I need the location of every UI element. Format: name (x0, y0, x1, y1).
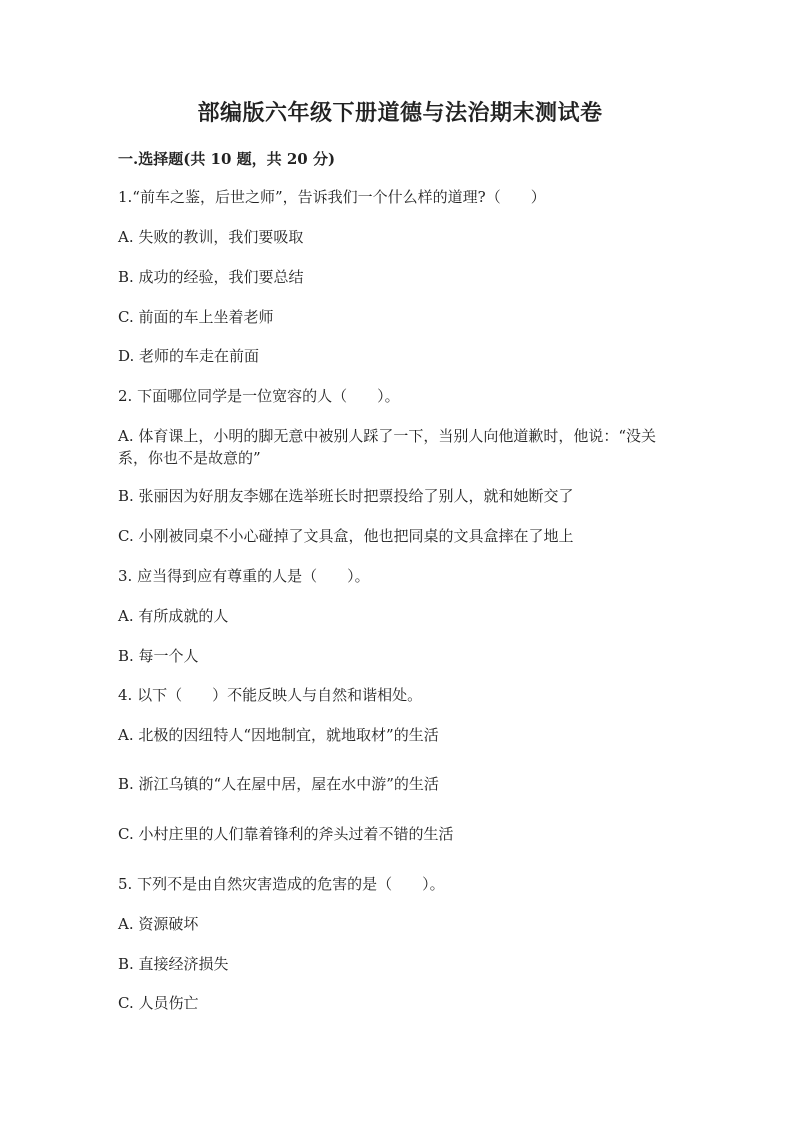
answer-option: A. 有所成就的人 (118, 607, 229, 625)
question-stem: 2. 下面哪位同学是一位宽容的人（ ）。 (118, 387, 400, 405)
section-heading: 一.选择题(共 10 题，共 20 分) (118, 150, 336, 168)
page-title: 部编版六年级下册道德与法治期末测试卷 (197, 100, 603, 126)
answer-option: A. 失败的教训，我们要吸取 (118, 228, 304, 246)
answer-option: C. 人员伤亡 (118, 994, 199, 1012)
answer-option: B. 每一个人 (118, 647, 199, 665)
answer-option: D. 老师的车走在前面 (118, 347, 260, 365)
answer-option: C. 小刚被同桌不小心碰掉了文具盒，他也把同桌的文具盒摔在了地上 (118, 527, 574, 545)
question-stem: 3. 应当得到应有尊重的人是（ ）。 (118, 567, 370, 585)
answer-option: B. 成功的经验，我们要总结 (118, 268, 304, 286)
question-stem: 5. 下列不是由自然灾害造成的危害的是（ ）。 (118, 875, 445, 893)
answer-option: C. 小村庄里的人们靠着锋利的斧头过着不错的生活 (118, 825, 454, 843)
answer-option: B. 直接经济损失 (118, 955, 229, 973)
question-stem: 1.“前车之鉴，后世之师”，告诉我们一个什么样的道理?（ ） (118, 188, 546, 206)
answer-option: A. 体育课上，小明的脚无意中被别人踩了一下，当别人向他道歉时，他说：“没关系，你也不是故意的” (118, 427, 657, 467)
answer-option: B. 张丽因为好朋友李娜在选举班长时把票投给了别人，就和她断交了 (118, 487, 574, 505)
answer-option: C. 前面的车上坐着老师 (118, 308, 274, 326)
answer-option: A. 资源破坏 (118, 915, 199, 933)
answer-option: B. 浙江乌镇的“人在屋中居，屋在水中游”的生活 (118, 775, 439, 793)
answer-option: A. 北极的因纽特人“因地制宜，就地取材”的生活 (118, 726, 439, 744)
question-stem: 4. 以下（ ）不能反映人与自然和谐相处。 (118, 686, 423, 704)
